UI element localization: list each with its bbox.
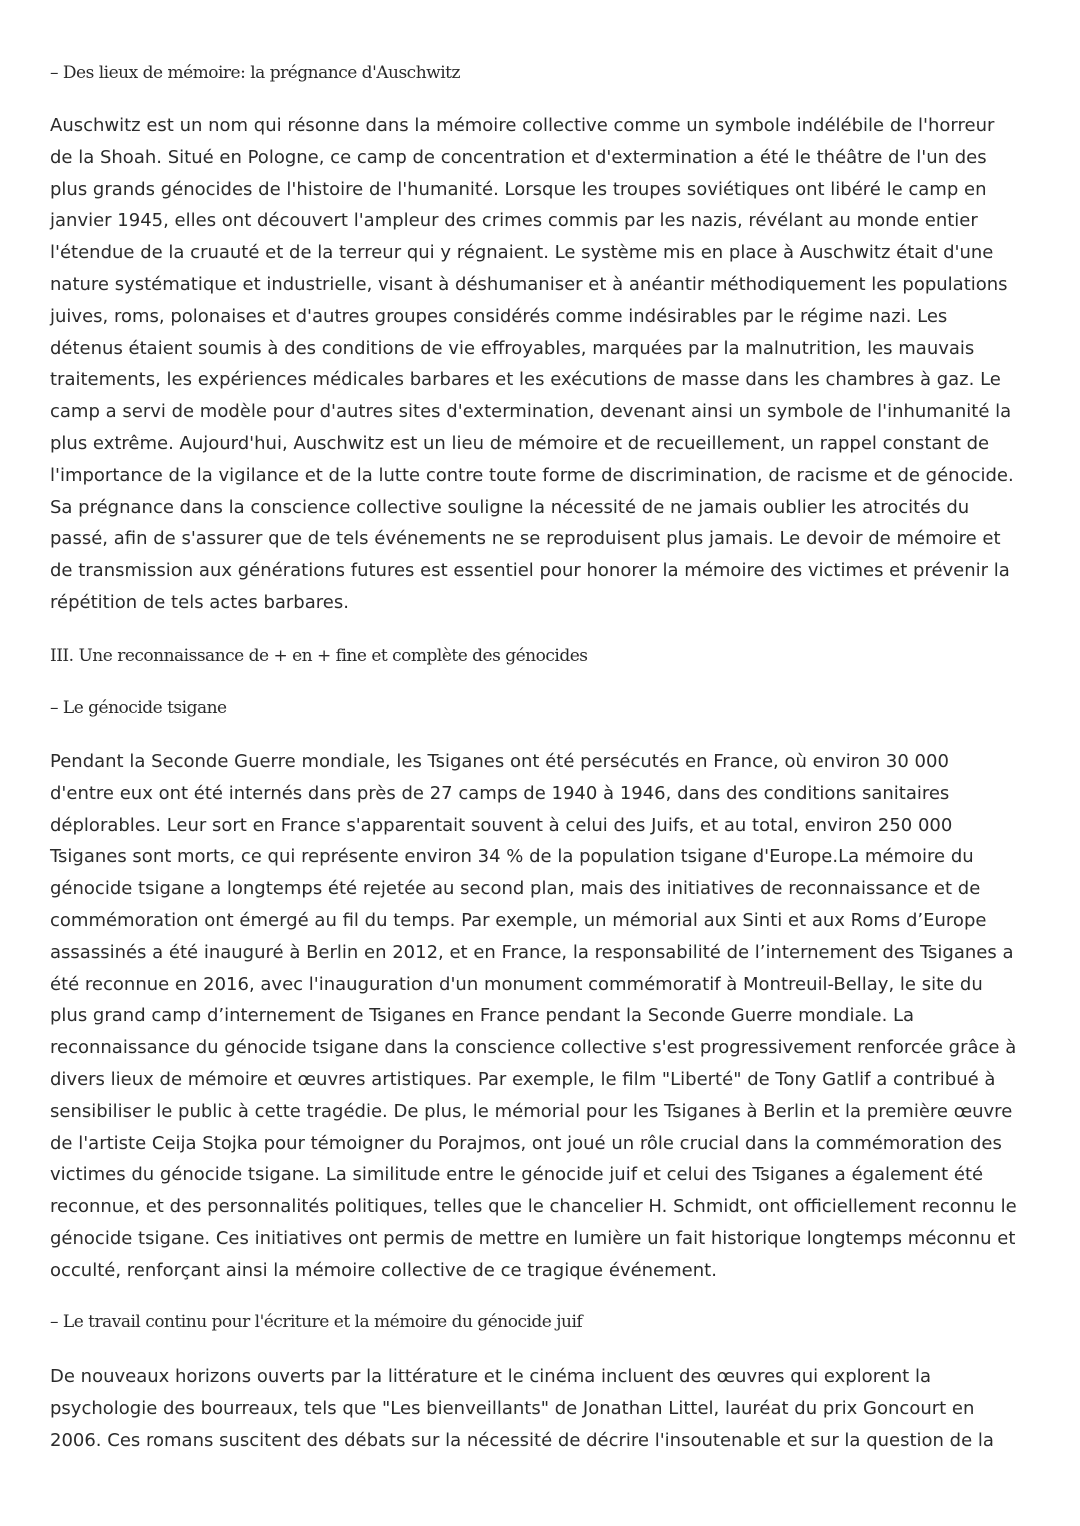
text-line: assassinés a été inauguré à Berlin en 2012, et en France, la responsabilité de l’internement des Tsiganes a bbox=[50, 941, 1014, 963]
paragraph-auschwitz bbox=[50, 110, 1050, 619]
text-line: 2006. Ces romans suscitent des débats sur la nécessité de décrire l'insoutenable et sur la question de la bbox=[50, 1429, 994, 1451]
text-line: traitements, les expériences médicales barbares et les exécutions de masse dans les chambres à gaz. Le bbox=[50, 369, 1001, 391]
heading-tsigane: – Le génocide tsigane bbox=[50, 698, 227, 718]
text-line: janvier 1945, elles ont découvert l'ampleur des crimes commis par les nazis, révélant au monde entier bbox=[50, 210, 978, 232]
text-line: reconnue, et des personnalités politiques, telles que le chancelier H. Schmidt, ont officiellement reconnu le bbox=[50, 1196, 1017, 1218]
heading-genocide-juif: – Le travail continu pour l'écriture et la mémoire du génocide juif bbox=[50, 1312, 583, 1332]
text-line: Auschwitz est un nom qui résonne dans la mémoire collective comme un symbole indélébile de l'horreur bbox=[50, 115, 995, 136]
text-line: camp a servi de modèle pour d'autres sites d'extermination, devenant ainsi un symbole de l'inhumanité la bbox=[50, 401, 1012, 423]
paragraph-tsigane bbox=[50, 746, 1050, 1287]
text-line: sensibiliser le public à cette tragédie. De plus, le mémorial pour les Tsiganes à Berlin et la première œuvre bbox=[50, 1100, 1013, 1122]
text-line: juives, roms, polonaises et d'autres groupes considérés comme indésirables par le régime nazi. Les bbox=[50, 305, 948, 327]
text-line: génocide tsigane. Ces initiatives ont permis de mettre en lumière un fait historique longtemps méconnu et bbox=[50, 1227, 1016, 1249]
text-line: de la Shoah. Situé en Pologne, ce camp de concentration et d'extermination a été le théâtre de l'un des bbox=[50, 146, 987, 168]
text-line: plus grands génocides de l'histoire de l'humanité. Lorsque les troupes soviétiques ont libéré le camp en bbox=[50, 178, 987, 200]
text-line: divers lieux de mémoire et œuvres artistiques. Par exemple, le film "Liberté" de Tony Gatlif a contribué à bbox=[50, 1068, 996, 1090]
heading-auschwitz: – Des lieux de mémoire: la prégnance d'Auschwitz bbox=[50, 63, 460, 83]
text-line: l'importance de la vigilance et de la lutte contre toute forme de discrimination, de racisme et de génocide. bbox=[50, 464, 1014, 486]
text-line: de l'artiste Ceija Stojka pour témoigner du Porajmos, ont joué un rôle crucial dans la commémoration des bbox=[50, 1132, 1002, 1154]
heading-part-3: III. Une reconnaissance de + en + fine et complète des génocides bbox=[50, 646, 588, 666]
text-line: répétition de tels actes barbares. bbox=[50, 591, 349, 613]
text-line: de transmission aux générations futures est essentiel pour honorer la mémoire des victimes et prévenir la bbox=[50, 560, 1010, 582]
text-line: Pendant la Seconde Guerre mondiale, les Tsiganes ont été persécutés en France, où environ 30 000 bbox=[50, 751, 949, 772]
text-line: De nouveaux horizons ouverts par la littérature et le cinéma incluent des œuvres qui explorent la bbox=[50, 1366, 931, 1387]
text-line: commémoration ont émergé au fil du temps. Par exemple, un mémorial aux Sinti et aux Roms d’Europe bbox=[50, 909, 987, 931]
text-line: déplorables. Leur sort en France s'apparentait souvent à celui des Juifs, et au total, environ 250 000 bbox=[50, 814, 953, 836]
text-line: nature systématique et industrielle, visant à déshumaniser et à anéantir méthodiquement les populations bbox=[50, 273, 1008, 295]
text-line: victimes du génocide tsigane. La similitude entre le génocide juif et celui des Tsiganes a également été bbox=[50, 1164, 984, 1186]
text-line: occulté, renforçant ainsi la mémoire collective de ce tragique événement. bbox=[50, 1259, 717, 1281]
text-line: Tsiganes sont morts, ce qui représente environ 34 % de la population tsigane d'Europe.La mémoire du bbox=[50, 846, 974, 868]
text-line: l'étendue de la cruauté et de la terreur qui y régnaient. Le système mis en place à Auschwitz était d'une bbox=[50, 242, 994, 264]
text-line: détenus étaient soumis à des conditions de vie effroyables, marquées par la malnutrition, les mauvais bbox=[50, 337, 975, 359]
text-line: plus grand camp d’internement de Tsiganes en France pendant la Seconde Guerre mondiale. La bbox=[50, 1005, 915, 1027]
text-line: d'entre eux ont été internés dans près de 27 camps de 1940 à 1946, dans des conditions sanitaires bbox=[50, 782, 950, 804]
text-line: psychologie des bourreaux, tels que "Les bienveillants" de Jonathan Littel, lauréat du prix Goncourt en bbox=[50, 1397, 975, 1419]
text-line: passé, afin de s'assurer que de tels événements ne se reproduisent plus jamais. Le devoir de mémoire et bbox=[50, 528, 1001, 550]
paragraph-genocide-juif bbox=[50, 1361, 1050, 1456]
text-line: plus extrême. Aujourd'hui, Auschwitz est un lieu de mémoire et de recueillement, un rappel constant de bbox=[50, 432, 990, 454]
text-line: Sa prégnance dans la conscience collective souligne la nécessité de ne jamais oublier les atrocités du bbox=[50, 496, 970, 518]
text-line: génocide tsigane a longtemps été rejetée au second plan, mais des initiatives de reconnaissance et de bbox=[50, 878, 981, 900]
text-line: reconnaissance du génocide tsigane dans la conscience collective s'est progressivement renforcée grâce à bbox=[50, 1037, 1017, 1059]
text-line: été reconnue en 2016, avec l'inauguration d'un monument commémoratif à Montreuil-Bellay, le site du bbox=[50, 973, 983, 995]
